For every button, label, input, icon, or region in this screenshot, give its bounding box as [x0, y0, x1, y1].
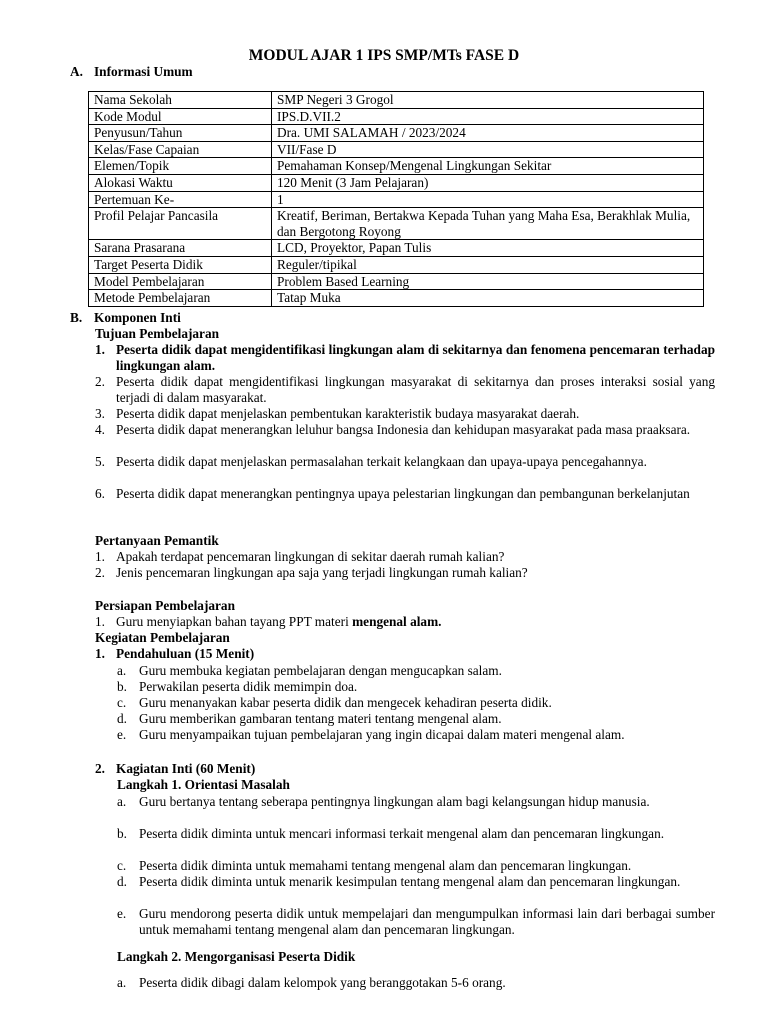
- section-a-letter: A.: [70, 64, 83, 79]
- table-cell-value: Problem Based Learning: [272, 273, 704, 290]
- pendahuluan-list: [117, 663, 715, 743]
- langkah2-heading: Langkah 2. Mengorganisasi Peserta Didik: [117, 949, 356, 964]
- tujuan-heading: Tujuan Pembelajaran: [95, 326, 219, 341]
- table-row: [89, 208, 704, 240]
- table-row: [89, 256, 704, 273]
- table-cell-value: Kreatif, Beriman, Bertakwa Kepada Tuhan yang Maha Esa, Berakhlak Mulia, dan Bergotong Royong: [272, 208, 704, 240]
- tujuan-list: [95, 342, 715, 518]
- list-item: c. Peserta didik diminta untuk memahami tentang mengenal alam dan pencemaran lingkungan.: [117, 858, 632, 873]
- table-cell-key: Penyusun/Tahun: [89, 125, 272, 142]
- table-cell-key: Kode Modul: [89, 108, 272, 125]
- list-item: b. Perwakilan peserta didik memimpin doa.: [117, 679, 358, 694]
- list-item: a. Guru bertanya tentang seberapa pentingnya lingkungan alam bagi kelangsungan hidup manusia.: [117, 794, 650, 809]
- list-item: a. Guru membuka kegiatan pembelajaran dengan mengucapkan salam.: [117, 663, 502, 678]
- table-row: [89, 141, 704, 158]
- table-row: [89, 92, 704, 109]
- table-row: [89, 273, 704, 290]
- table-row: [89, 158, 704, 175]
- pemantik-list: [95, 549, 715, 581]
- section-b-heading: [70, 310, 181, 326]
- langkah2-list: [117, 975, 715, 991]
- list-item: 2. Kagiatan Inti (60 Menit): [95, 761, 256, 776]
- list-item: 3. Peserta didik dapat menjelaskan pembentukan karakteristik budaya masyarakat daerah.: [95, 406, 580, 421]
- list-item: 2. Peserta didik dapat mengidentifikasi lingkungan masyarakat di sekitarnya dan proses interaksi sosial yang terjadi di dalam masyarakat.: [95, 374, 715, 405]
- page-title: MODUL AJAR 1 IPS SMP/MTs FASE D: [248, 47, 520, 64]
- pemantik-heading: Pertanyaan Pemantik: [95, 533, 219, 548]
- info-table: [88, 91, 704, 307]
- list-item: d. Peserta didik diminta untuk menarik kesimpulan tentang mengenal alam dan pencemaran lingkungan.: [117, 874, 681, 889]
- table-cell-key: Target Peserta Didik: [89, 256, 272, 273]
- table-cell-value: SMP Negeri 3 Grogol: [272, 92, 704, 109]
- list-item: 1. Guru menyiapkan bahan tayang PPT materi mengenal alam.: [95, 614, 442, 629]
- table-cell-value: Reguler/tipikal: [272, 256, 704, 273]
- table-cell-value: 120 Menit (3 Jam Pelajaran): [272, 174, 704, 191]
- table-row: [89, 174, 704, 191]
- section-a-heading: [70, 64, 193, 80]
- section-b-letter: B.: [70, 310, 83, 325]
- table-cell-value: 1: [272, 191, 704, 208]
- pendahuluan-heading: [95, 646, 715, 662]
- list-item: b. Peserta didik diminta untuk mencari informasi terkait mengenal alam dan pencemaran lingkungan.: [117, 826, 665, 841]
- table-cell-key: Nama Sekolah: [89, 92, 272, 109]
- table-cell-key: Model Pembelajaran: [89, 273, 272, 290]
- persiapan-list: [95, 614, 715, 630]
- table-cell-key: Sarana Prasarana: [89, 240, 272, 257]
- table-cell-key: Metode Pembelajaran: [89, 290, 272, 307]
- list-item: 6. Peserta didik dapat menerangkan pentingnya upaya pelestarian lingkungan dan pembangunan berkelanjutan: [95, 486, 690, 501]
- persiapan-heading: Persiapan Pembelajaran: [95, 598, 235, 613]
- table-row: [89, 290, 704, 307]
- table-cell-value: LCD, Proyektor, Papan Tulis: [272, 240, 704, 257]
- list-item: e. Guru mendorong peserta didik untuk mempelajari dan mengumpulkan informasi lain dari berbagai sumber untuk memahami tentang mengenal alam dan pencemaran lingkungan.: [117, 906, 715, 937]
- table-cell-value: VII/Fase D: [272, 141, 704, 158]
- section-a-label: Informasi Umum: [94, 64, 193, 79]
- table-cell-key: Alokasi Waktu: [89, 174, 272, 191]
- list-item: a. Peserta didik dibagi dalam kelompok yang beranggotakan 5-6 orang.: [117, 975, 506, 990]
- langkah1-heading: Langkah 1. Orientasi Masalah: [117, 777, 290, 792]
- list-item: 2. Jenis pencemaran lingkungan apa saja yang terjadi lingkungan rumah kalian?: [95, 565, 528, 580]
- table-cell-key: Profil Pelajar Pancasila: [89, 208, 272, 240]
- table-row: [89, 240, 704, 257]
- list-item: 1. Pendahuluan (15 Menit): [95, 646, 255, 661]
- table-cell-key: Elemen/Topik: [89, 158, 272, 175]
- kegiatan-heading: Kegiatan Pembelajaran: [95, 630, 230, 645]
- list-item: c. Guru menanyakan kabar peserta didik dan mengecek kehadiran peserta didik.: [117, 695, 552, 710]
- table-cell-key: Pertemuan Ke-: [89, 191, 272, 208]
- table-row: [89, 125, 704, 142]
- section-b-label: Komponen Inti: [94, 310, 181, 325]
- list-item: 5. Peserta didik dapat menjelaskan permasalahan terkait kelangkaan dan upaya-upaya pencegahannya.: [95, 454, 647, 469]
- list-item: d. Guru memberikan gambaran tentang materi tentang mengenal alam.: [117, 711, 502, 726]
- table-cell-value: Dra. UMI SALAMAH / 2023/2024: [272, 125, 704, 142]
- list-item: 1. Apakah terdapat pencemaran lingkungan di sekitar daerah rumah kalian?: [95, 549, 505, 564]
- list-item: e. Guru menyampaikan tujuan pembelajaran yang ingin dicapai dalam materi mengenal alam.: [117, 727, 625, 742]
- table-cell-key: Kelas/Fase Capaian: [89, 141, 272, 158]
- table-cell-value: IPS.D.VII.2: [272, 108, 704, 125]
- table-row: [89, 191, 704, 208]
- table-cell-value: Pemahaman Konsep/Mengenal Lingkungan Sekitar: [272, 158, 704, 175]
- inti-heading: [95, 761, 715, 777]
- table-cell-value: Tatap Muka: [272, 290, 704, 307]
- langkah1-list: [117, 794, 715, 938]
- list-item: 1. Peserta didik dapat mengidentifikasi lingkungan alam di sekitarnya dan fenomena pencemaran terhadap lingkungan alam.: [95, 342, 715, 373]
- list-item: 4. Peserta didik dapat menerangkan leluhur bangsa Indonesia dan kehidupan masyarakat pada masa praaksara.: [95, 422, 691, 437]
- table-row: [89, 108, 704, 125]
